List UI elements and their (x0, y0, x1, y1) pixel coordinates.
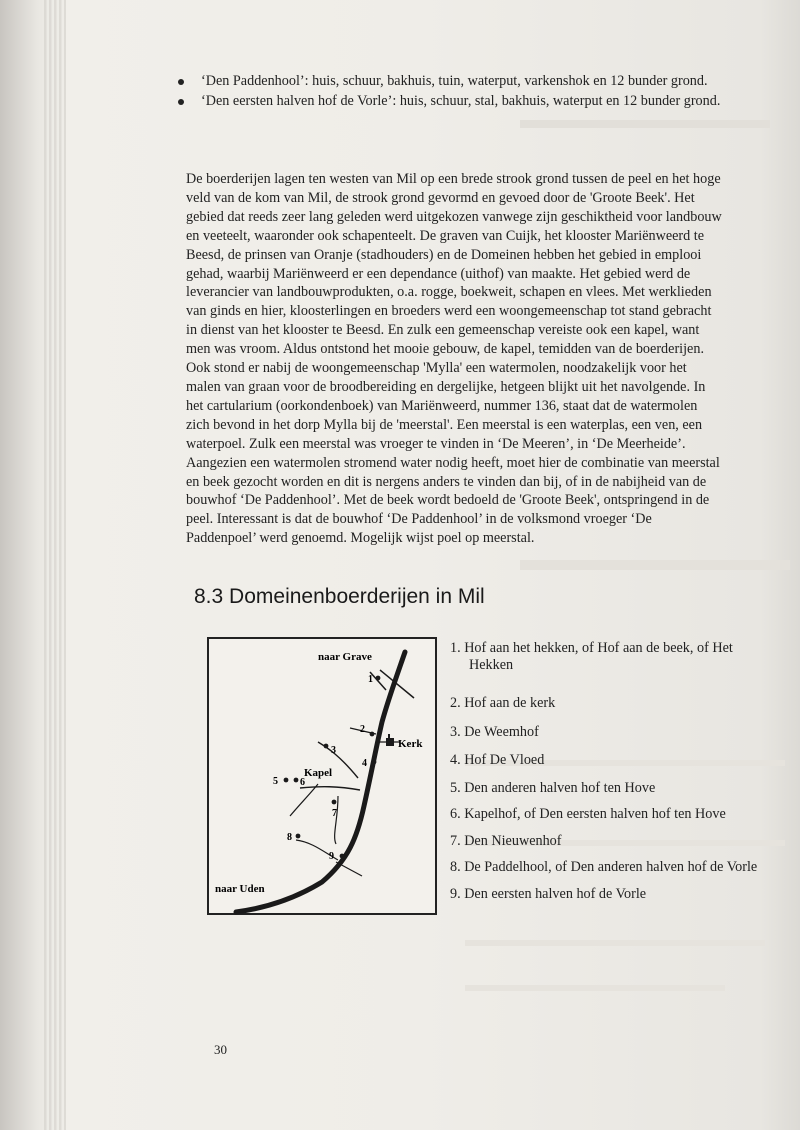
legend-text: Hof De Vloed (464, 752, 545, 768)
paragraph-line: De boerderijen lagen ten westen van Mil op een brede strook grond tussen de peel en het hoge (186, 171, 721, 187)
bullet-text: ‘Den Paddenhool’: huis, schuur, bakhuis, tuin, waterput, varkenshok en 12 bunder grond. (201, 73, 708, 89)
legend-item (450, 752, 544, 769)
map-number: 9 (329, 851, 334, 862)
paragraph-line: en veeteelt, waaronder ook schapenteelt. De graven van Cuijk, het klooster Mariënweerd te (186, 227, 705, 244)
bullet-dot-icon (178, 99, 184, 105)
farm-7-dot (332, 800, 337, 805)
paragraph-line: veld van de kom van Mil, de strook grond gevormd en gevoed door de 'Groote Beek'. Het (186, 189, 695, 206)
bullet-list (178, 72, 790, 111)
legend-number: 3. (450, 724, 461, 740)
legend-number: 5. (450, 780, 461, 796)
legend-text: De Weemhof (464, 724, 539, 740)
legend-number: 2. (450, 695, 461, 711)
farm-3-dot (324, 744, 329, 749)
legend-number: 8. (450, 859, 461, 875)
legend-text: Den eersten halven hof de Vorle (464, 886, 647, 902)
paragraph-line: Aangezien een watermolen stromend water nodig heeft, moet hier de combinatie van meerstal (186, 454, 720, 471)
legend-item (450, 833, 562, 850)
legend-number: 7. (450, 833, 461, 849)
map-label-north: naar Grave (318, 651, 372, 663)
legend-text-continued: Hekken (469, 657, 514, 673)
bullet-item (178, 92, 790, 111)
paragraph-line: en beek gezocht worden en dit is nergens anders te vinden dan bij, of in de nabijheid van de (186, 473, 707, 490)
legend-text: Den anderen halven hof ten Hove (464, 780, 656, 796)
map-number: 2 (360, 724, 365, 735)
legend-text: Den Nieuwenhof (464, 833, 562, 849)
map-label-chapel: Kapel (304, 767, 333, 779)
legend-number: 4. (450, 752, 461, 768)
paragraph-line: zich bevond in het dorp Mylla bij de 'meerstal'. Een meerstal is een waterplas, een ven, een (186, 416, 703, 433)
legend-item (450, 640, 733, 674)
paragraph-line: malen van graan voor de broodbereiding en dergelijke, hetgeen blijkt uit het navolgende. In (186, 378, 706, 395)
map-number: 5 (273, 776, 278, 787)
paragraph-line: het cartularium (oorkondenboek) van Mariënweerd, nummer 136, staat dat de watermolen (186, 397, 698, 414)
paragraph-line: leverancier van landbouwprodukten, o.a. rogge, boekweit, schapen en vlees. Met werklieden (186, 284, 712, 301)
paragraph-line: Beesd, de prinsen van Oranje (stadhouders) en de Domeinen hebben het gebied in emplooi (186, 246, 702, 263)
legend-item (450, 859, 757, 876)
farm-4-dot (372, 760, 377, 765)
bullet-dot-icon (178, 79, 184, 85)
legend-item (450, 806, 726, 823)
paragraph-line: van ginds en hier, kloosterlingen en broeders werd een woongemeenschap tot stand gebracht (186, 303, 712, 320)
section-heading (194, 585, 485, 609)
body-paragraph (186, 170, 796, 548)
section-title: Domeinenboerderijen in Mil (229, 585, 485, 608)
paragraph-line: in dienst van het klooster te Beesd. En zulk een gemeenschap vereiste ook een kapel, want (186, 322, 700, 339)
farms-map (200, 630, 440, 917)
map-number: 8 (287, 832, 292, 843)
section-number: 8.3 (194, 585, 224, 608)
bullet-item (178, 72, 790, 91)
paragraph-line: men was vroom. Aldus ontstond het mooie gebouw, de kapel, temidden van de boerderijen. (186, 341, 704, 358)
paragraph-line: Ook stond er nabij de woongemeenschap 'Mylla' een watermolen, noodzakelijk voor het (186, 360, 687, 377)
map-number: 4 (362, 758, 367, 769)
farm-5-dot (284, 778, 289, 783)
map-number: 1 (368, 674, 373, 685)
map-number: 7 (332, 808, 337, 819)
legend-number: 9. (450, 886, 461, 902)
paragraph-line: peel. Interessant is dat de bouwhof ‘De Paddenhool’ in de volksmond vroeger ‘De (186, 511, 652, 528)
legend-text: Kapelhof, of Den eersten halven hof ten Hove (464, 806, 726, 822)
farm-1-dot (376, 676, 381, 681)
legend-item (450, 695, 555, 712)
map-number: 6 (300, 777, 305, 788)
farm-2-dot (370, 732, 375, 737)
paragraph-line: gebied dat reeds zeer lang geleden werd uitgekozen vanwege zijn geschiktheid voor landbouw (186, 208, 722, 225)
legend-item (450, 724, 539, 741)
legend-text: Hof aan de kerk (464, 695, 556, 711)
legend-number: 6. (450, 806, 461, 822)
page-number: 30 (214, 1042, 227, 1057)
page-edge-stack (44, 0, 66, 1130)
legend-text: Hof aan het hekken, of Hof aan de beek, of Het (464, 640, 733, 656)
legend-text: De Paddelhool, of Den anderen halven hof de Vorle (464, 859, 758, 875)
legend-item (450, 886, 646, 903)
farm-8-dot (296, 834, 301, 839)
paragraph-line: waterpoel. Zulk een meerstal was vroeger te vinden in ‘De Meeren’, in ‘De Meerheide’. (186, 435, 686, 452)
farm-9-dot (340, 854, 345, 859)
legend-number: 1. (450, 640, 461, 656)
map-label-church: Kerk (398, 738, 423, 750)
bullet-text: ‘Den eersten halven hof de Vorle’: huis, schuur, stal, bakhuis, waterput en 12 bunder grond. (201, 93, 721, 109)
paragraph-line: gehad, waarbij Mariënweerd er een dependance (uithof) van maakte. Het gebied werd de (186, 265, 691, 282)
farm-6-dot (294, 778, 299, 783)
legend-item (450, 780, 655, 797)
map-label-south: naar Uden (215, 883, 265, 895)
map-number: 3 (331, 745, 336, 756)
paragraph-line: bouwhof ‘De Paddenhool’. Met de beek wordt bedoeld de 'Groote Beek', ontspringend in de (186, 492, 710, 509)
paragraph-line: Paddenpoel’ werd genoemd. Mogelijk wijst poel op meerstal. (186, 530, 535, 547)
